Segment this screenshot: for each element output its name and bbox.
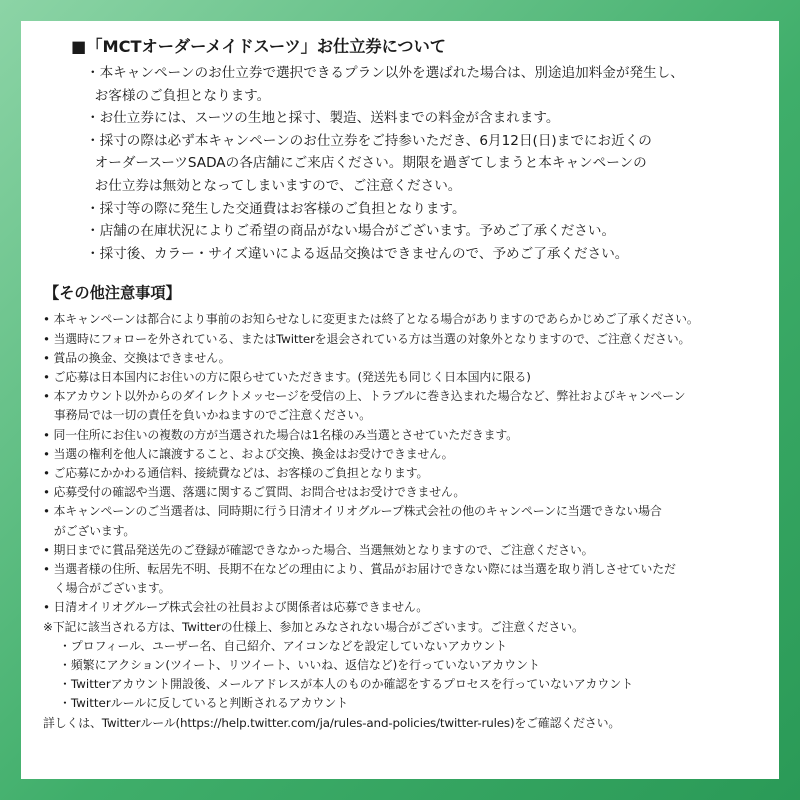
voucher-item: ・採寸等の際に発生した交通費はお客様のご負担となります。 [86, 200, 466, 217]
note-item: • 同一住所にお住いの複数の方が当選された場合は1名様のみ当選とさせていただきます。 [43, 427, 518, 442]
note-item: • 当選の権利を他人に譲渡すること、および交換、換金はお受けできません。 [43, 446, 454, 461]
note-item: • 当選者様の住所、転居先不明、長期不在などの理由により、賞品がお届けできない際には当選を取り消しさせていただ く場合がございます。 [43, 561, 676, 596]
note-item: • 本アカウント以外からのダイレクトメッセージを受信の上、トラブルに巻き込まれた場合など、弊社およびキャンペーン 事務局では一切の責任を負いかねますのでご注意ください。 [43, 389, 686, 423]
note-item: • 日清オイリオグループ株式会社の社員および関係者は応募できません。 [43, 600, 429, 615]
other-notes-heading: 【その他注意事項】 [44, 284, 181, 303]
note-item: • ご応募は日本国内にお住いの方に限らせていただきます。(発送先も同じく日本国内に限る) [43, 369, 531, 384]
twitter-excluded-accounts-list [43, 637, 757, 714]
note-item: • ご応募にかかわる通信料、接続費などは、お客様のご負担となります。 [43, 465, 429, 480]
voucher-item: ・採寸後、カラー・サイズ違いによる返品交換はできませんので、予めご了承ください。 [86, 245, 629, 262]
notice-card [21, 21, 779, 779]
note-item: • 賞品の換金、交換はできません。 [43, 350, 231, 365]
suit-voucher-list [43, 62, 757, 265]
voucher-item: ・店舗の在庫状況によりご希望の商品がない場合がございます。予めご了承ください。 [86, 223, 616, 240]
note-item: • 当選時にフォローを外されている、またはTwitterを退会されている方は当選の対象外となりますので、ご注意ください。 [43, 331, 691, 346]
twitter-item: ・Twitterルールに反していると判断されるアカウント [59, 696, 349, 711]
note-item: • 応募受付の確認や当選、落選に関するご質問、お問合せはお受けできません。 [43, 485, 466, 500]
other-notes-list [43, 310, 757, 636]
voucher-item: ・本キャンペーンのお仕立券で選択できるプラン以外を選ばれた場合は、別途追加料金が発生し、 お客様のご負担となります。 [86, 65, 684, 104]
note-item: • 本キャンペーンは都合により事前のお知らせなしに変更または終了となる場合がありますのであらかじめご了承ください。 [43, 312, 699, 327]
suit-voucher-heading: ■「MCTオーダーメイドスーツ」お仕立券について [71, 37, 446, 56]
twitter-item: ・プロフィール、ユーザー名、自己紹介、アイコンなどを設定していないアカウント [59, 638, 508, 653]
twitter-item: ・Twitterアカウント開設後、メールアドレスが本人のものか確認をするプロセスを行っていないアカウント [59, 677, 634, 692]
voucher-item: ・お仕立券には、スーツの生地と採寸、製造、送料までの料金が含まれます。 [86, 110, 560, 127]
twitter-rules-footer: 詳しくは、Twitterルール(https://help.twitter.com/ja/rules-and-policies/twitter-rules)をご確認ください。 [43, 715, 621, 730]
twitter-item: ・頻繁にアクション(ツイート、リツイート、いいね、返信など)を行っていないアカウント [59, 658, 540, 672]
twitter-note: ※下記に該当される方は、Twitterの仕様上、参加とみなされない場合がございます。ご注意ください。 [43, 619, 584, 634]
note-item: • 期日までに賞品発送先のご登録が確認できなかった場合、当選無効となりますので、ご注意ください。 [43, 542, 594, 557]
voucher-item: ・採寸の際は必ず本キャンペーンのお仕立券をご持参いただき、6月12日(日)までにお近くの オーダースーツSADAの各店舗にご来店ください。期限を過ぎてしまうと本キャンペーンの お仕立券は無効となってしまいますので、ご注意ください。 [86, 132, 652, 194]
note-item: • 本キャンペーンのご当選者は、同時期に行う日清オイリオグループ株式会社の他のキャンペーンに当選できない場合 がございます。 [43, 504, 662, 538]
